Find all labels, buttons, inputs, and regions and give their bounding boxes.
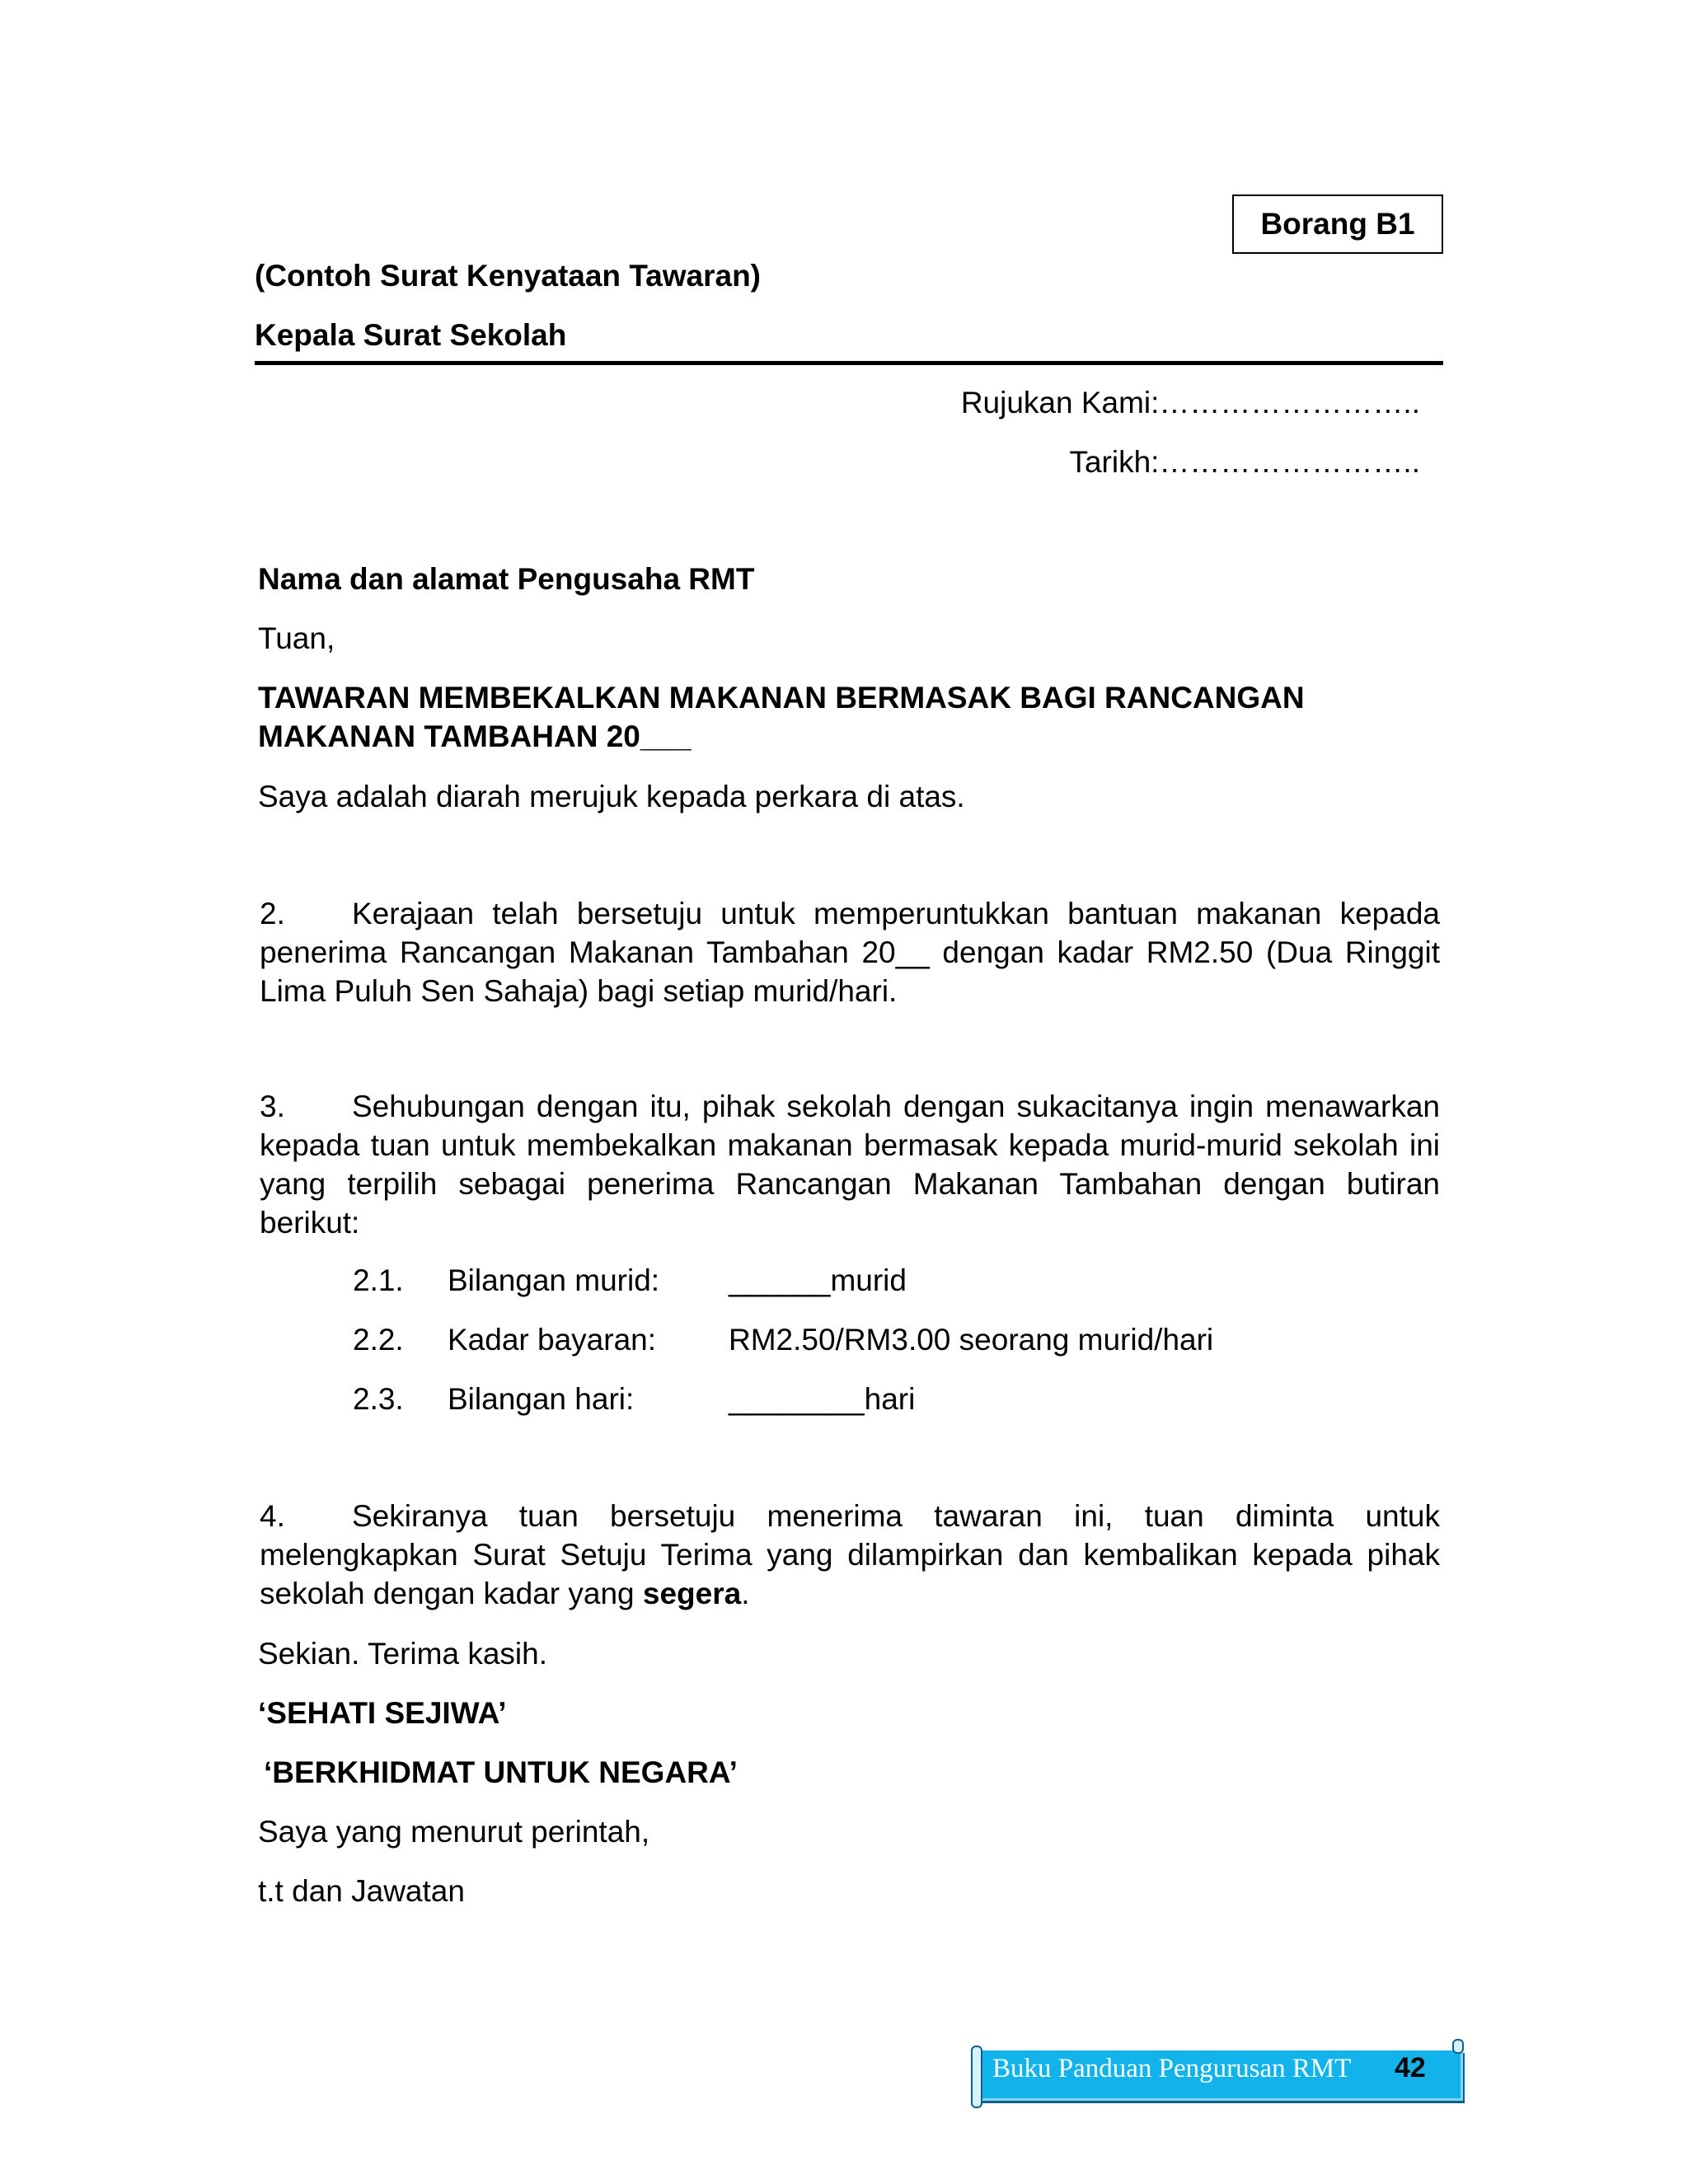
letterhead-label: Kepala Surat Sekolah: [255, 318, 567, 352]
footer-book-title: Buku Panduan Pengurusan RMT: [992, 2054, 1352, 2083]
letter-date: Tarikh:……………………..: [1069, 445, 1420, 479]
sign-off: Saya yang menurut perintah,: [258, 1815, 650, 1849]
detail-number: 2.2.: [353, 1323, 404, 1357]
paragraph-2-number: 2.: [260, 897, 285, 930]
detail-value: ________hari: [729, 1382, 916, 1416]
detail-label: Bilangan hari:: [448, 1382, 635, 1416]
recipient-block: Nama dan alamat Pengusaha RMT: [258, 562, 755, 596]
motto-1: ‘SEHATI SEJIWA’: [258, 1696, 507, 1730]
detail-value: ______murid: [729, 1263, 907, 1297]
subject-line-1: TAWARAN MEMBEKALKAN MAKANAN BERMASAK BAGI RANCANGAN: [258, 681, 1305, 715]
closing-thanks: Sekian. Terima kasih.: [258, 1637, 547, 1671]
motto-2: ‘BERKHIDMAT UNTUK NEGARA’: [264, 1755, 738, 1789]
scroll-curl-left: [971, 2046, 982, 2108]
paragraph-2-text: Kerajaan telah bersetuju untuk memperuntukkan bantuan makanan kepada penerima Rancangan Makanan Tambahan 20__ dengan kadar RM2.50 (Dua Ringgit Lima Puluh Sen Sahaja) bagi setiap murid/hari.: [260, 897, 1440, 1008]
detail-label: Bilangan murid:: [448, 1263, 660, 1297]
paragraph-3-text: Sehubungan dengan itu, pihak sekolah dengan sukacitanya ingin menawarkan kepada tuan untuk membekalkan makanan bermasak kepada murid-murid sekolah ini yang terpilih sebagai penerima Rancangan Makanan Tambahan dengan butiran berikut:: [260, 1090, 1440, 1240]
subject-line-2: MAKANAN TAMBAHAN 20___: [258, 719, 692, 753]
paragraph-4-text: Sekiranya tuan bersetuju menerima tawaran ini, tuan diminta untuk melengkapkan Surat Setuju Terima yang dilampirkan dan kembalikan kepada pihak sekolah dengan kadar yang: [260, 1499, 1440, 1610]
salutation: Tuan,: [258, 621, 335, 655]
detail-value: RM2.50/RM3.00 seorang murid/hari: [729, 1323, 1214, 1357]
opening-sentence: Saya adalah diarah merujuk kepada perkara di atas.: [258, 780, 965, 813]
form-label: Borang B1: [1260, 207, 1415, 241]
paragraph-4: [260, 1497, 1440, 1613]
paragraph-3: [260, 1087, 1440, 1242]
letter-subtitle: (Contoh Surat Kenyataan Tawaran): [255, 259, 762, 293]
form-label-box: [1232, 194, 1443, 254]
footer-banner: [971, 2046, 1464, 2103]
signature-line: t.t dan Jawatan: [258, 1874, 465, 1908]
letterhead-rule: [255, 361, 1443, 365]
page-number: 42: [1395, 2052, 1426, 2083]
detail-label: Kadar bayaran:: [448, 1323, 657, 1357]
paragraph-4-emphasis: segera: [642, 1577, 742, 1610]
paragraph-3-number: 3.: [260, 1090, 285, 1123]
detail-number: 2.3.: [353, 1382, 404, 1416]
paragraph-4-end: .: [741, 1577, 750, 1610]
scroll-curl-right: [1452, 2039, 1464, 2054]
our-reference: Rujukan Kami:……………………..: [960, 386, 1420, 419]
detail-number: 2.1.: [353, 1263, 404, 1297]
paragraph-4-number: 4.: [260, 1499, 285, 1533]
paragraph-2: [260, 894, 1440, 1010]
